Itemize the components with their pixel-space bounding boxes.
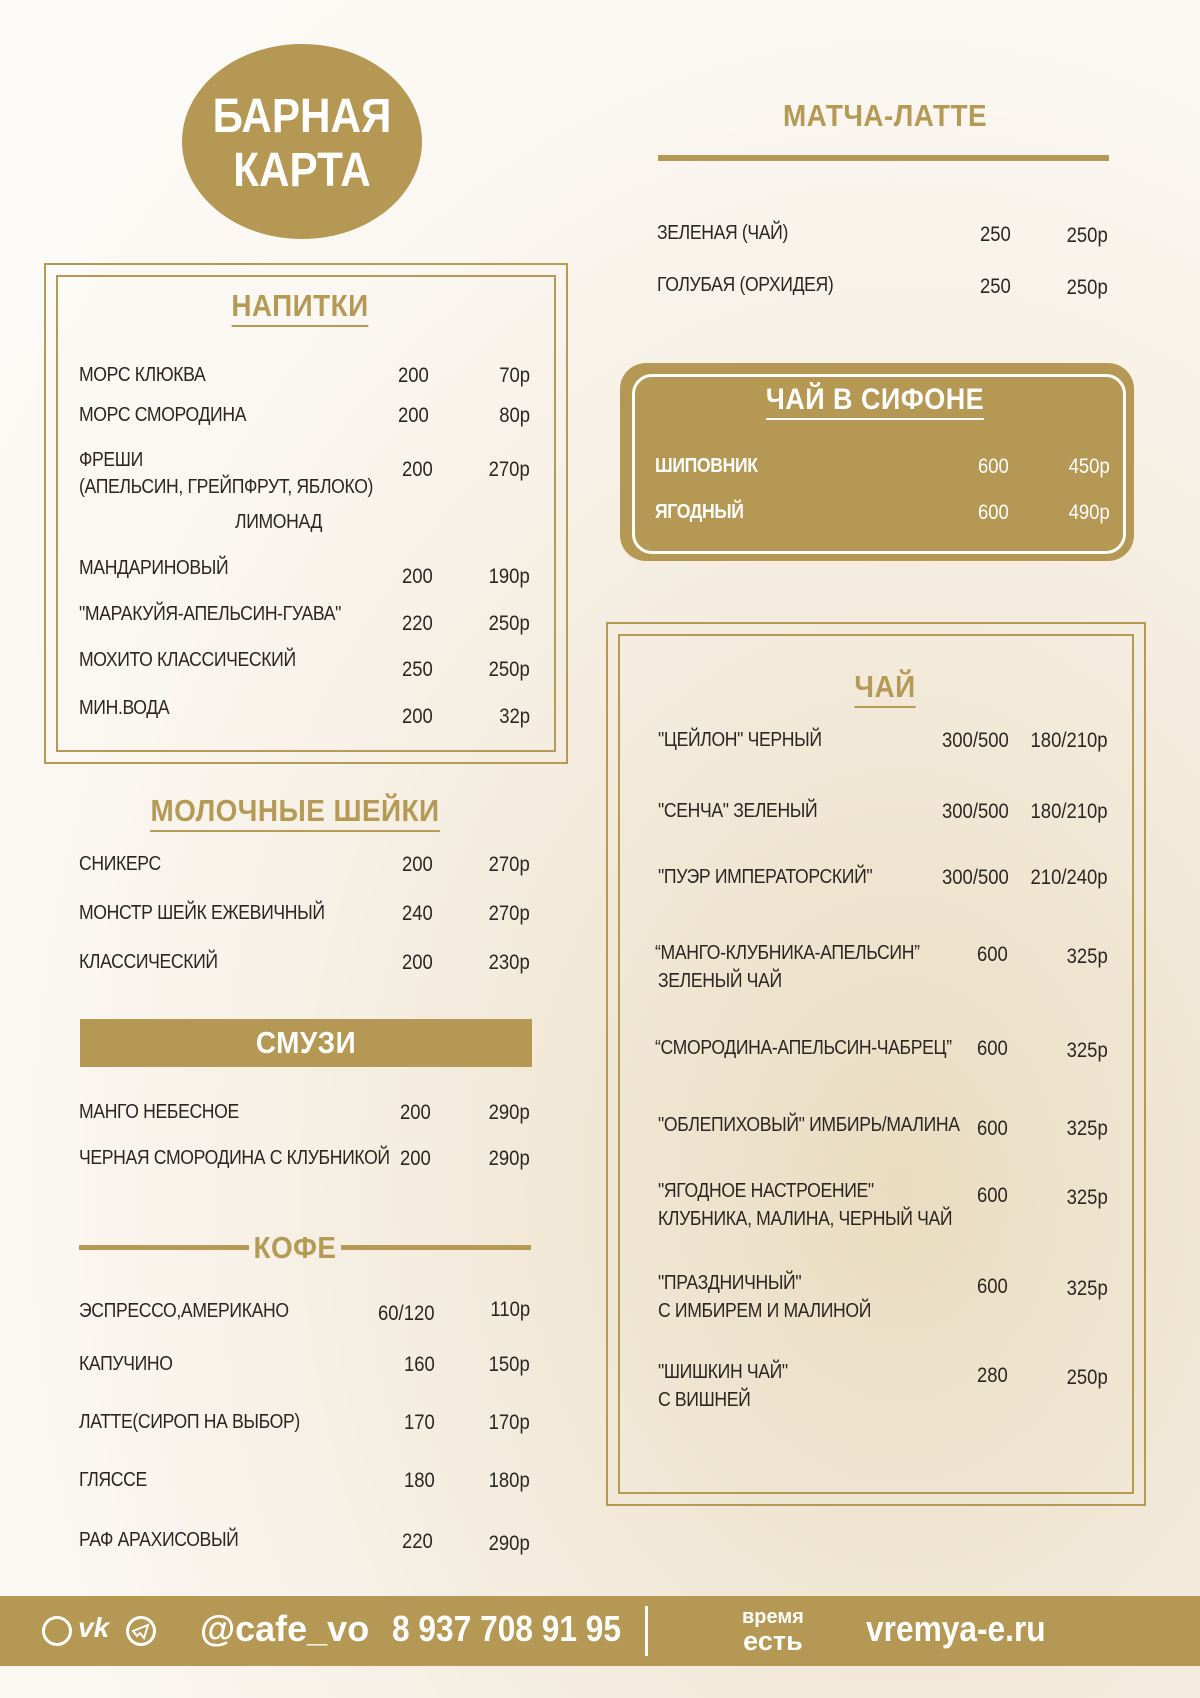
list-item-price: 70р (499, 364, 530, 387)
list-item-subname: С ВИШНЕЙ (658, 1389, 751, 1411)
list-item-price: 180/210р (1030, 800, 1108, 823)
list-item-volume: 240 (402, 902, 433, 925)
telegram-icon[interactable] (126, 1616, 156, 1646)
list-item-name: МАНДАРИНОВЫЙ (79, 557, 229, 579)
list-item-name: КАПУЧИНО (79, 1353, 173, 1375)
lemonade-label: ЛИМОНАД (235, 511, 323, 533)
phone-number[interactable]: 8 937 708 91 95 (392, 1608, 622, 1649)
list-item-name: “МАНГО-КЛУБНИКА-АПЕЛЬСИН” (655, 942, 920, 964)
list-item-price: 270р (488, 853, 530, 876)
list-item-volume: 280 (977, 1364, 1008, 1387)
list-item-subname: ЗЕЛЕНЫЙ ЧАЙ (658, 970, 782, 992)
list-item-price: 450р (1068, 455, 1110, 478)
list-item-name: СНИКЕРС (79, 853, 161, 875)
list-item-name: ЧЕРНАЯ СМОРОДИНА С КЛУБНИКОЙ (79, 1147, 390, 1169)
list-item-subname: КЛУБНИКА, МАЛИНА, ЧЕРНЫЙ ЧАЙ (658, 1208, 953, 1230)
list-item-price: 290р (488, 1147, 530, 1170)
globe-icon[interactable] (42, 1616, 72, 1646)
matcha-heading: МАТЧА-ЛАТТЕ (782, 98, 988, 133)
list-item-volume: 160 (404, 1353, 435, 1376)
list-item-price: 210/240р (1030, 866, 1108, 889)
list-item-volume: 600 (978, 501, 1009, 524)
list-item-name: "ЦЕЙЛОН" ЧЕРНЫЙ (658, 729, 822, 751)
list-item-volume: 200 (400, 1101, 431, 1124)
list-item-name: МОРС КЛЮКВА (79, 364, 206, 386)
smoothies-heading: СМУЗИ (255, 1025, 357, 1060)
list-item-volume: 200 (400, 1147, 431, 1170)
list-item-name: ГОЛУБАЯ (ОРХИДЕЯ) (657, 274, 834, 296)
footer-divider (645, 1606, 648, 1656)
brand-logo (742, 1605, 804, 1656)
list-item-volume: 200 (402, 705, 433, 728)
list-item-price: 325р (1066, 1186, 1108, 1209)
website-link[interactable]: vremya-e.ru (866, 1608, 1046, 1649)
list-item-name: КЛАССИЧЕСКИЙ (79, 951, 218, 973)
siphon-heading: ЧАЙ В СИФОНЕ (718, 383, 1033, 417)
list-item-price: 325р (1066, 945, 1108, 968)
list-item-volume: 200 (398, 404, 429, 427)
list-item-volume: 170 (404, 1411, 435, 1434)
list-item-subname: (АПЕЛЬСИН, ГРЕЙПФРУТ, ЯБЛОКО) (79, 476, 374, 498)
list-item-price: 290р (488, 1532, 530, 1555)
list-item-volume: 200 (402, 458, 433, 481)
list-item-volume: 200 (402, 951, 433, 974)
list-item-volume: 600 (977, 1184, 1008, 1207)
list-item-name: "ПРАЗДНИЧНЫЙ" (658, 1272, 802, 1294)
tea-heading: ЧАЙ (818, 669, 953, 705)
list-item-name: ЯГОДНЫЙ (655, 501, 744, 523)
list-item-volume: 300/500 (942, 800, 1009, 823)
list-item-volume: 600 (978, 455, 1009, 478)
list-item-price: 250р (488, 658, 530, 681)
list-item-name: "ШИШКИН ЧАЙ" (658, 1361, 788, 1383)
list-item-name: ШИПОВНИК (655, 455, 758, 477)
coffee-rule-left (79, 1245, 249, 1250)
list-item-name: ФРЕШИ (79, 449, 143, 471)
list-item-volume: 220 (402, 612, 433, 635)
vk-icon[interactable]: vk (78, 1612, 110, 1643)
list-item-volume: 600 (977, 1117, 1008, 1140)
list-item-price: 250р (1066, 224, 1108, 247)
list-item-name: "СЕНЧА" ЗЕЛЕНЫЙ (658, 800, 818, 822)
list-item-price: 290р (488, 1101, 530, 1124)
list-item-volume: 250 (402, 658, 433, 681)
social-handle[interactable]: @cafe_vo (200, 1608, 370, 1649)
list-item-volume: 600 (977, 943, 1008, 966)
drinks-heading: НАПИТКИ (210, 288, 390, 324)
milkshakes-heading: МОЛОЧНЫЕ ШЕЙКИ (147, 793, 444, 829)
list-item-name: "ЯГОДНОЕ НАСТРОЕНИЕ" (658, 1180, 874, 1202)
list-item-price: 80р (499, 404, 530, 427)
list-item-price: 110р (490, 1298, 530, 1321)
list-item-price: 490р (1068, 501, 1110, 524)
list-item-name: "ПУЭР ИМПЕРАТОРСКИЙ" (658, 866, 873, 888)
list-item-price: 250р (488, 612, 530, 635)
list-item-subname: С ИМБИРЕМ И МАЛИНОЙ (658, 1300, 872, 1322)
list-item-name: МИН.ВОДА (79, 697, 170, 719)
footer-bar (0, 1596, 1200, 1666)
list-item-volume: 300/500 (942, 729, 1009, 752)
coffee-heading: КОФЕ (253, 1230, 337, 1265)
page-title (196, 90, 407, 198)
list-item-name: "МАРАКУЙЯ-АПЕЛЬСИН-ГУАВА" (79, 603, 341, 625)
list-item-name: РАФ АРАХИСОВЫЙ (79, 1529, 239, 1551)
list-item-price: 170р (488, 1411, 530, 1434)
list-item-price: 150р (488, 1353, 530, 1376)
list-item-price: 32р (499, 705, 530, 728)
list-item-volume: 600 (977, 1037, 1008, 1060)
list-item-price: 250р (1066, 1366, 1108, 1389)
list-item-name: “СМОРОДИНА-АПЕЛЬСИН-ЧАБРЕЦ” (655, 1037, 952, 1059)
list-item-name: ГЛЯССЕ (79, 1469, 147, 1491)
list-item-volume: 250 (980, 223, 1011, 246)
logo-line-2: есть (743, 1626, 803, 1656)
list-item-name: МОНСТР ШЕЙК ЕЖЕВИЧНЫЙ (79, 902, 325, 924)
list-item-price: 325р (1066, 1117, 1108, 1140)
list-item-price: 180/210р (1030, 729, 1108, 752)
list-item-volume: 600 (977, 1275, 1008, 1298)
list-item-name: МОРС СМОРОДИНА (79, 404, 247, 426)
title-line-2: КАРТА (233, 144, 371, 197)
list-item-price: 325р (1066, 1039, 1108, 1062)
list-item-price: 180р (488, 1469, 530, 1492)
list-item-volume: 300/500 (942, 866, 1009, 889)
coffee-rule-right (341, 1245, 531, 1250)
list-item-volume: 180 (404, 1469, 435, 1492)
matcha-rule (658, 155, 1109, 161)
list-item-price: 190р (488, 565, 530, 588)
list-item-name: МАНГО НЕБЕСНОЕ (79, 1101, 239, 1123)
logo-line-1: время (742, 1606, 804, 1628)
list-item-volume: 200 (402, 853, 433, 876)
list-item-price: 230р (488, 951, 530, 974)
list-item-price: 250р (1066, 276, 1108, 299)
list-item-price: 325р (1066, 1277, 1108, 1300)
list-item-volume: 200 (398, 364, 429, 387)
list-item-name: ЛАТТЕ(СИРОП НА ВЫБОР) (79, 1411, 300, 1433)
list-item-name: МОХИТО КЛАССИЧЕСКИЙ (79, 649, 296, 671)
list-item-price: 270р (488, 458, 530, 481)
title-line-1: БАРНАЯ (212, 90, 392, 143)
list-item-name: ЭСПРЕССО,АМЕРИКАНО (79, 1300, 289, 1322)
list-item-name: ЗЕЛЕНАЯ (ЧАЙ) (657, 222, 788, 244)
list-item-name: "ОБЛЕПИХОВЫЙ" ИМБИРЬ/МАЛИНА (658, 1114, 960, 1136)
list-item-volume: 200 (402, 565, 433, 588)
list-item-volume: 250 (980, 275, 1011, 298)
list-item-volume: 60/120 (378, 1302, 435, 1325)
list-item-volume: 220 (402, 1530, 433, 1553)
list-item-price: 270р (488, 902, 530, 925)
